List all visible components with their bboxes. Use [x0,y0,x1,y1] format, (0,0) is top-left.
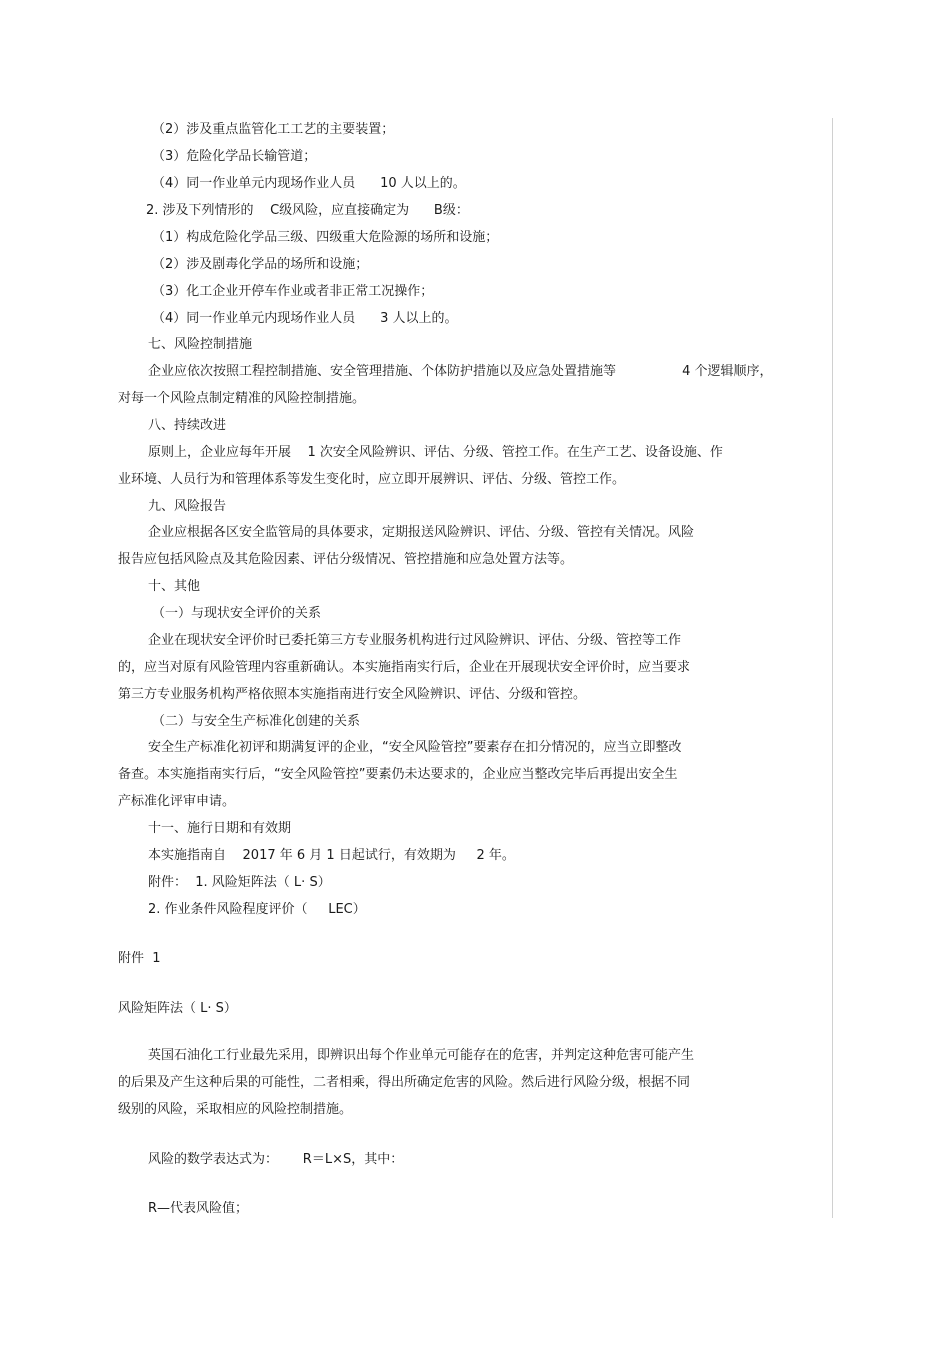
section-heading: 七、风险控制措施 [148,337,253,352]
text-line: 企业应根据各区安全监管局的具体要求，定期报送风险辨识、评估、分级、管控有关情况。风险 [148,525,695,540]
text-line: 报告应包括风险点及其危险因素、评估分级情况、管控措施和应急处置方法等。 [118,552,574,567]
text-line: 原则上，企业应每年开展 1 次安全风险辨识、评估、分级、管控工作。在生产工艺、设备设施、作 [148,445,723,460]
text-line: 业环境、人员行为和管理体系等发生变化时，应立即开展辨识、评估、分级、管控工作。 [118,472,626,487]
subsection-heading: （一）与现状安全评价的关系 [152,606,322,621]
text-line: R—代表风险值； [148,1201,249,1216]
text-line: （4）同一作业单元内现场作业人员 3 人以上的。 [152,311,458,326]
text-line: （2）涉及剧毒化学品的场所和设施； [152,257,369,272]
section-heading: 八、持续改进 [148,418,227,433]
text-line: 对每一个风险点制定精准的风险控制措施。 [118,391,366,406]
subsection-heading: （二）与安全生产标准化创建的关系 [152,714,361,729]
text-line: 备查。本实施指南实行后，“安全风险管控”要素仍未达要求的，企业应当整改完毕后再提出安全生 [118,767,678,782]
text-line: 本实施指南自 2017 年 6 月 1 日起试行，有效期为 2 年。 [148,848,515,863]
section-heading: 十、其他 [148,579,201,594]
text-line: 附件： 1. 风险矩阵法（ L· S） [148,875,331,890]
text-line: 英国石油化工行业最先采用，即辨识出每个作业单元可能存在的危害，并判定这种危害可能产生 [148,1048,695,1063]
text-line: 2. 作业条件风险程度评价（ LEC） [148,902,366,917]
text-line: 企业应依次按照工程控制措施、安全管理措施、个体防护措施以及应急处置措施等 4 个逻辑顺序， [148,364,773,379]
text-line: 安全生产标准化初评和期满复评的企业，“安全风险管控”要素存在扣分情况的，应当立即整改 [148,740,682,755]
text-line: 企业在现状安全评价时已委托第三方专业服务机构进行过风险辨识、评估、分级、管控等工作 [148,633,682,648]
text-line: 的后果及产生这种后果的可能性，二者相乘，得出所确定危害的风险。然后进行风险分级，根据不同 [118,1075,691,1090]
appendix-label: 附件 1 [118,951,161,966]
text-line: （2）涉及重点监管化工工艺的主要装置； [152,122,395,137]
appendix-title: 风险矩阵法（ L· S） [118,1001,237,1016]
section-heading: 九、风险报告 [148,499,227,514]
text-line: 第三方专业服务机构严格依照本实施指南进行安全风险辨识、评估、分级和管控。 [118,687,587,702]
text-line: （3）危险化学品长输管道； [152,149,317,164]
text-line: （1）构成危险化学品三级、四级重大危险源的场所和设施； [152,230,499,245]
text-line: 2. 涉及下列情形的 C级风险，应直接确定为 B级： [146,203,469,218]
text-line: 的，应当对原有风险管理内容重新确认。本实施指南实行后，企业在开展现状安全评价时，应当要求 [118,660,691,675]
text-line: 产标准化评审申请。 [118,794,236,809]
section-heading: 十一、施行日期和有效期 [148,821,292,836]
formula-line: 风险的数学表达式为： R＝L×S，其中： [148,1152,404,1167]
text-line: （3）化工企业开停车作业或者非正常工况操作； [152,284,434,299]
text-line: 级别的风险，采取相应的风险控制措施。 [118,1102,353,1117]
text-line: （4）同一作业单元内现场作业人员 10 人以上的。 [152,176,466,191]
page-right-border [832,118,833,1218]
